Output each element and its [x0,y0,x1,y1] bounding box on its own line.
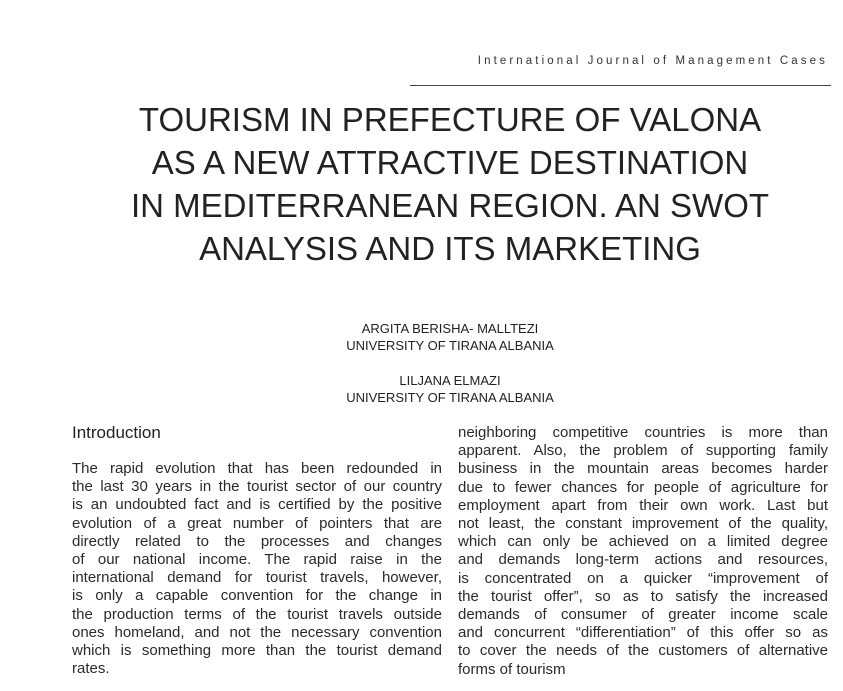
text-line: international demand for tourist travels, however, [72,569,442,587]
title-line: IN MEDITERRANEAN REGION. AN SWOT [130,187,770,224]
text-line: rates. [72,660,110,678]
text-line: to cover the needs of the customers of alternative [458,642,828,660]
text-line: apparent. Also, the problem of supporting family [458,442,828,460]
title-line: ANALYSIS AND ITS MARKETING [199,230,701,267]
title-line: AS A NEW ATTRACTIVE DESTINATION [151,144,749,181]
author-affiliation: UNIVERSITY OF TIRANA ALBANIA [346,390,554,405]
text-line: evolution of a great number of pointers that are [72,514,442,532]
journal-header: International Journal of Management Cases [477,55,828,67]
text-line: which can only be achieved on a limited degree [458,533,828,551]
right-column-text [458,424,828,679]
text-line: ones homeland, and not the necessary convention [72,623,442,641]
text-line: due to fewer chances for people of agriculture for [458,478,828,496]
author-name: LILJANA ELMAZI [399,373,501,388]
author-block [0,320,843,354]
text-line: The rapid evolution that has been redounded in [72,460,442,477]
text-line: forms of tourism [458,660,566,678]
text-line: demands of consumer of greater income scale [458,606,828,624]
paper-title [0,98,843,270]
section-heading: Introduction [72,423,161,442]
text-line: neighboring competitive countries is more than [458,424,828,441]
text-line: not least, the constant improvement of the quality, [458,515,828,533]
author-name: ARGITA BERISHA- MALLTEZI [361,321,539,336]
text-line: is an undoubted fact and is certified by the positive [72,496,442,514]
author-affiliation: UNIVERSITY OF TIRANA ALBANIA [346,338,554,353]
text-line: is concentrated on a quicker “improvement of [458,569,828,587]
text-line: the last 30 years in the tourist sector of our country [72,478,442,496]
header-rule [410,85,831,86]
text-line: directly related to the processes and changes [72,532,442,550]
title-line: TOURISM IN PREFECTURE OF VALONA [138,101,762,138]
text-line: business in the mountain areas becomes harder [458,460,828,478]
text-line: the tourist offer”, so as to satisfy the increased [458,587,828,605]
text-line: and demands long-term actions and resources, [458,551,828,569]
text-line: of our national income. The rapid raise in the [72,551,442,569]
left-column-text [72,460,442,678]
text-line: and concurrent “differentiation” of this offer so as [458,624,828,642]
text-line: the production terms of the tourist travels outside [72,605,442,623]
text-line: which is something more than the tourist demand [72,642,442,660]
text-line: is only a capable convention for the change in [72,587,442,605]
author-block [0,372,843,406]
text-line: employment apart from their own work. Last but [458,496,828,514]
